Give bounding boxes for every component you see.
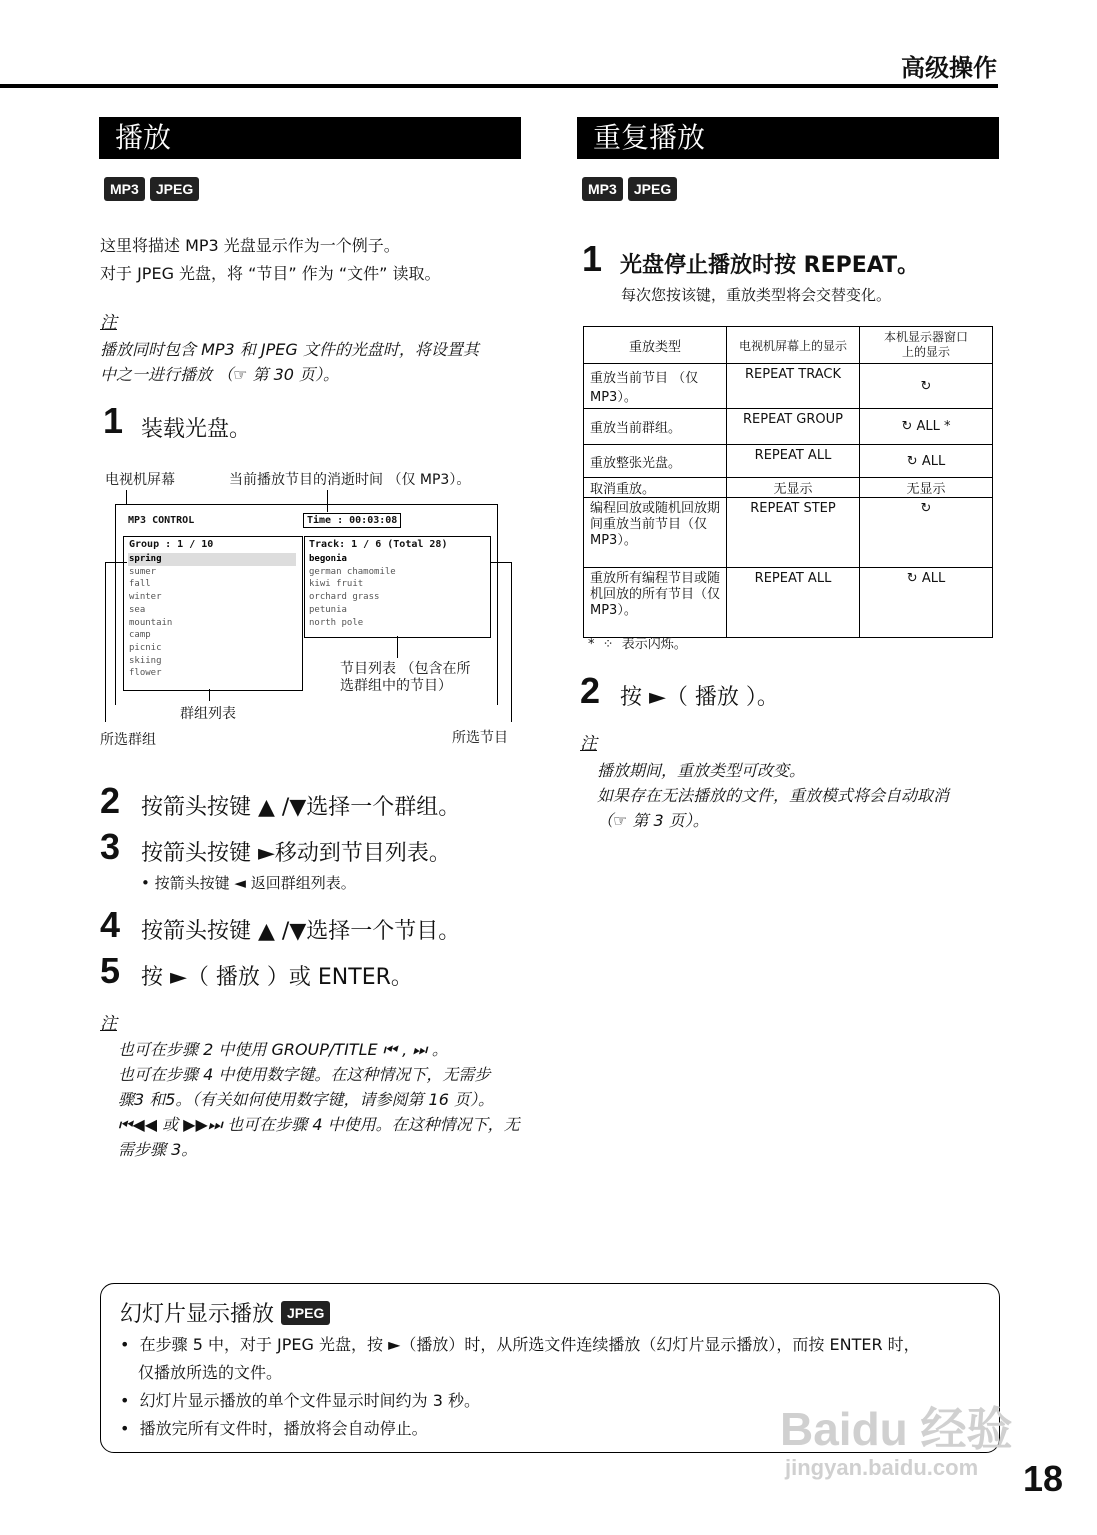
cell-unit: [860, 445, 993, 478]
header-rule: [0, 84, 998, 88]
group-item: sea: [129, 604, 146, 615]
label-group-list: 群组列表: [180, 706, 236, 722]
repeat-table: [583, 326, 993, 638]
label-elapsed-time: 当前播放节目的消逝时间 （仅 MP3）。: [229, 472, 471, 488]
repeat-icon: ↻: [920, 501, 932, 516]
badge-jpeg: JPEG: [281, 1301, 330, 1325]
intro-text: [100, 232, 441, 288]
step-1-text: 装载光盘。: [141, 417, 252, 442]
watermark-url: jingyan.baidu.com: [785, 1455, 979, 1480]
note-3-line-1: 播放期间，重放类型可改变。: [597, 761, 806, 780]
cell-tv: REPEAT TRACK: [727, 364, 860, 409]
page-number: 18: [1023, 1458, 1064, 1499]
bullet-2: • 幻灯片显示播放的单个文件显示时间约为 3 秒。: [120, 1391, 480, 1410]
repeat-icon: ↻: [920, 378, 932, 394]
note-2-line-5: 需步骤 3。: [118, 1140, 198, 1159]
intro-line-1: 这里将描述 MP3 光盘显示作为一个例子。: [100, 236, 400, 255]
cell-type: 重放所有编程节目或随机回放的所有节目（仅MP3）。: [584, 568, 727, 638]
repeat-step-1-text: 光盘停止播放时按 REPEAT。: [620, 253, 920, 278]
leader-selected-track: [511, 562, 512, 722]
note-1: [100, 337, 479, 387]
track-list: [309, 553, 486, 629]
cell-type: 重放整张光盘。: [584, 445, 727, 478]
track-item: begonia: [309, 554, 347, 564]
step-4-number: 4: [100, 904, 121, 945]
bullet-1-line-1: • 在步骤 5 中，对于 JPEG 光盘，按 ►（播放）时，从所选文件连续播放（幻灯片显示播放），而按 ENTER 时，: [120, 1335, 920, 1354]
repeat-step-1-sub: 每次您按该键，重放类型将会交替变化。: [621, 286, 892, 304]
group-list-header: Group : 1 / 10: [129, 539, 214, 550]
group-item: flower: [129, 668, 162, 679]
note-2-line-3: 骤3 和5。（有关如何使用数字键，请参阅第 16 页）。: [118, 1090, 494, 1109]
group-item: spring: [128, 553, 296, 566]
note-2: [118, 1037, 520, 1162]
group-list: [128, 553, 296, 680]
step-5-number: 5: [100, 950, 121, 991]
table-row: [584, 478, 993, 498]
cell-unit: [860, 498, 993, 568]
table-header-tv: 电视机屏幕上的显示: [727, 327, 860, 364]
step-5-text: 按 ►（ 播放 ）或 ENTER。: [141, 965, 413, 990]
badge-jpeg: JPEG: [150, 177, 199, 201]
label-selected-group: 所选群组: [100, 732, 156, 748]
bullet-2-text: 幻灯片显示播放的单个文件显示时间约为 3 秒。: [139, 1391, 480, 1410]
label-tv-screen: 电视机屏幕: [105, 472, 175, 488]
repeat-icon: ↻: [906, 453, 918, 469]
table-row: [584, 364, 993, 409]
group-item: skiing: [129, 655, 162, 666]
step-2-text: 按箭头按键 ▲ /▼选择一个群组。: [141, 795, 461, 820]
repeat-step-2-text: 按 ►（ 播放 ）。: [620, 685, 779, 710]
table-row: [584, 409, 993, 445]
slideshow-title-row: [120, 1297, 330, 1328]
note-3: [597, 758, 949, 833]
section-title-repeat: 重复播放: [577, 117, 999, 159]
group-item: picnic: [129, 642, 162, 653]
track-list-header: Track: 1 / 6 (Total 28): [309, 539, 448, 550]
osd-title: MP3 CONTROL: [128, 515, 195, 526]
badge-mp3: MP3: [104, 177, 145, 201]
left-badges: [104, 177, 199, 201]
note-3-line-2: 如果存在无法播放的文件，重放模式将会自动取消: [597, 786, 950, 805]
unit-all: ALL: [921, 571, 946, 586]
unit-all: ALL: [921, 453, 946, 469]
group-item: mountain: [129, 617, 173, 628]
note-2-line-2: 也可在步骤 4 中使用数字键。在这种情况下，无需步: [118, 1065, 491, 1084]
label-track-list-line-2: 选群组中的节目）: [340, 678, 452, 694]
bullet-3: • 播放完所有文件时，播放将会自动停止。: [120, 1419, 428, 1438]
track-item: north pole: [309, 617, 364, 628]
repeat-step-1-number: 1: [582, 238, 603, 279]
section-title-play: 播放: [99, 117, 521, 159]
repeat-icon: ↻: [901, 419, 913, 434]
cell-tv: REPEAT ALL: [727, 568, 860, 638]
track-item: kiwi fruit: [309, 579, 364, 590]
badge-mp3: MP3: [582, 177, 623, 201]
group-item: fall: [129, 579, 151, 590]
step-2-number: 2: [100, 780, 121, 821]
leader-selected-group-tick: [105, 562, 127, 563]
group-item: winter: [129, 592, 162, 603]
bullet-3-text: 播放完所有文件时，播放将会自动停止。: [139, 1419, 428, 1438]
table-row: [584, 498, 993, 568]
leader-tv: [126, 490, 127, 504]
bullet-1-line-2: 仅播放所选的文件。: [138, 1363, 283, 1382]
cell-unit: 无显示: [860, 478, 993, 498]
leader-selected-track-tick: [490, 562, 511, 563]
footnote-text: 表示闪烁。: [621, 637, 687, 652]
track-item: orchard grass: [309, 592, 380, 603]
cell-unit: [860, 568, 993, 638]
group-item: sumer: [129, 566, 157, 577]
badge-jpeg: JPEG: [628, 177, 677, 201]
bullet-1-text: 在步骤 5 中，对于 JPEG 光盘，按 ►（播放）时，从所选文件连续播放（幻灯片显示播放），而按 ENTER 时，: [139, 1335, 920, 1354]
table-header-unit: 本机显示器窗口 上的显示: [860, 327, 993, 364]
note-1-line-1: 播放同时包含 MP3 和 JPEG 文件的光盘时，将设置其: [100, 340, 479, 359]
cell-tv: 无显示: [727, 478, 860, 498]
group-list-panel: [123, 536, 303, 691]
note-1-line-2: 中之一进行播放 （☞ 第 30 页）。: [100, 365, 340, 384]
cell-type: 编程回放或随机回放期间重放当前节目（仅MP3）。: [584, 498, 727, 568]
track-item: german chamomile: [309, 566, 396, 577]
blink-icon: *: [944, 419, 951, 434]
table-header-type: 重放类型: [584, 327, 727, 364]
step-3-text: 按箭头按键 ►移动到节目列表。: [141, 841, 451, 866]
label-selected-track: 所选节目: [452, 730, 508, 746]
cell-type: 取消重放。: [584, 478, 727, 498]
footnote-star: *: [588, 637, 595, 652]
cell-tv: REPEAT GROUP: [727, 409, 860, 445]
note-2-line-1: 也可在步骤 2 中使用 GROUP/TITLE ⏮ , ⏭ 。: [118, 1040, 448, 1059]
track-list-panel: [304, 536, 491, 638]
leader-selected-group: [105, 562, 106, 722]
cell-tv: REPEAT ALL: [727, 445, 860, 478]
note-label-1: 注: [100, 313, 117, 333]
step-3-sub: • 按箭头按键 ◄ 返回群组列表。: [141, 874, 356, 892]
leader-track-list: [397, 636, 398, 658]
note-label-2: 注: [100, 1014, 117, 1034]
repeat-step-2-number: 2: [580, 670, 601, 711]
step-1-number: 1: [103, 400, 124, 441]
step-3-number: 3: [100, 826, 121, 867]
label-track-list: [340, 661, 470, 695]
slideshow-title: 幻灯片显示播放: [120, 1302, 275, 1327]
page-header-title: 高级操作: [901, 54, 997, 82]
cell-unit: [860, 409, 993, 445]
blink-icon: ⁘: [602, 637, 614, 652]
note-2-line-4: ⏮◀◀ 或 ▶▶⏭ 也可在步骤 4 中使用。在这种情况下，无: [118, 1115, 520, 1134]
table-footnote: [588, 633, 687, 652]
intro-line-2: 对于 JPEG 光盘，将 “节目” 作为 “文件” 读取。: [100, 264, 441, 283]
cell-tv: REPEAT STEP: [727, 498, 860, 568]
leader-group-list: [209, 689, 210, 701]
note-3-line-3: （☞ 第 3 页）。: [597, 811, 709, 830]
cell-type: 重放当前群组。: [584, 409, 727, 445]
cell-type: 重放当前节目 （仅 MP3）。: [584, 364, 727, 409]
label-track-list-line-1: 节目列表 （包含在所: [340, 661, 471, 677]
watermark-logo: Baidu 经验: [780, 1403, 1013, 1455]
table-row: [584, 445, 993, 478]
unit-all-blink: ALL: [916, 419, 940, 434]
table-row: [584, 568, 993, 638]
cell-unit: [860, 364, 993, 409]
repeat-icon: ↻: [906, 571, 918, 586]
step-4-text: 按箭头按键 ▲ /▼选择一个节目。: [141, 919, 461, 944]
note-label-3: 注: [580, 734, 597, 754]
track-item: petunia: [309, 604, 347, 615]
osd-time: Time : 00:03:08: [303, 513, 401, 528]
group-item: camp: [129, 630, 151, 641]
right-badges: [582, 177, 677, 201]
